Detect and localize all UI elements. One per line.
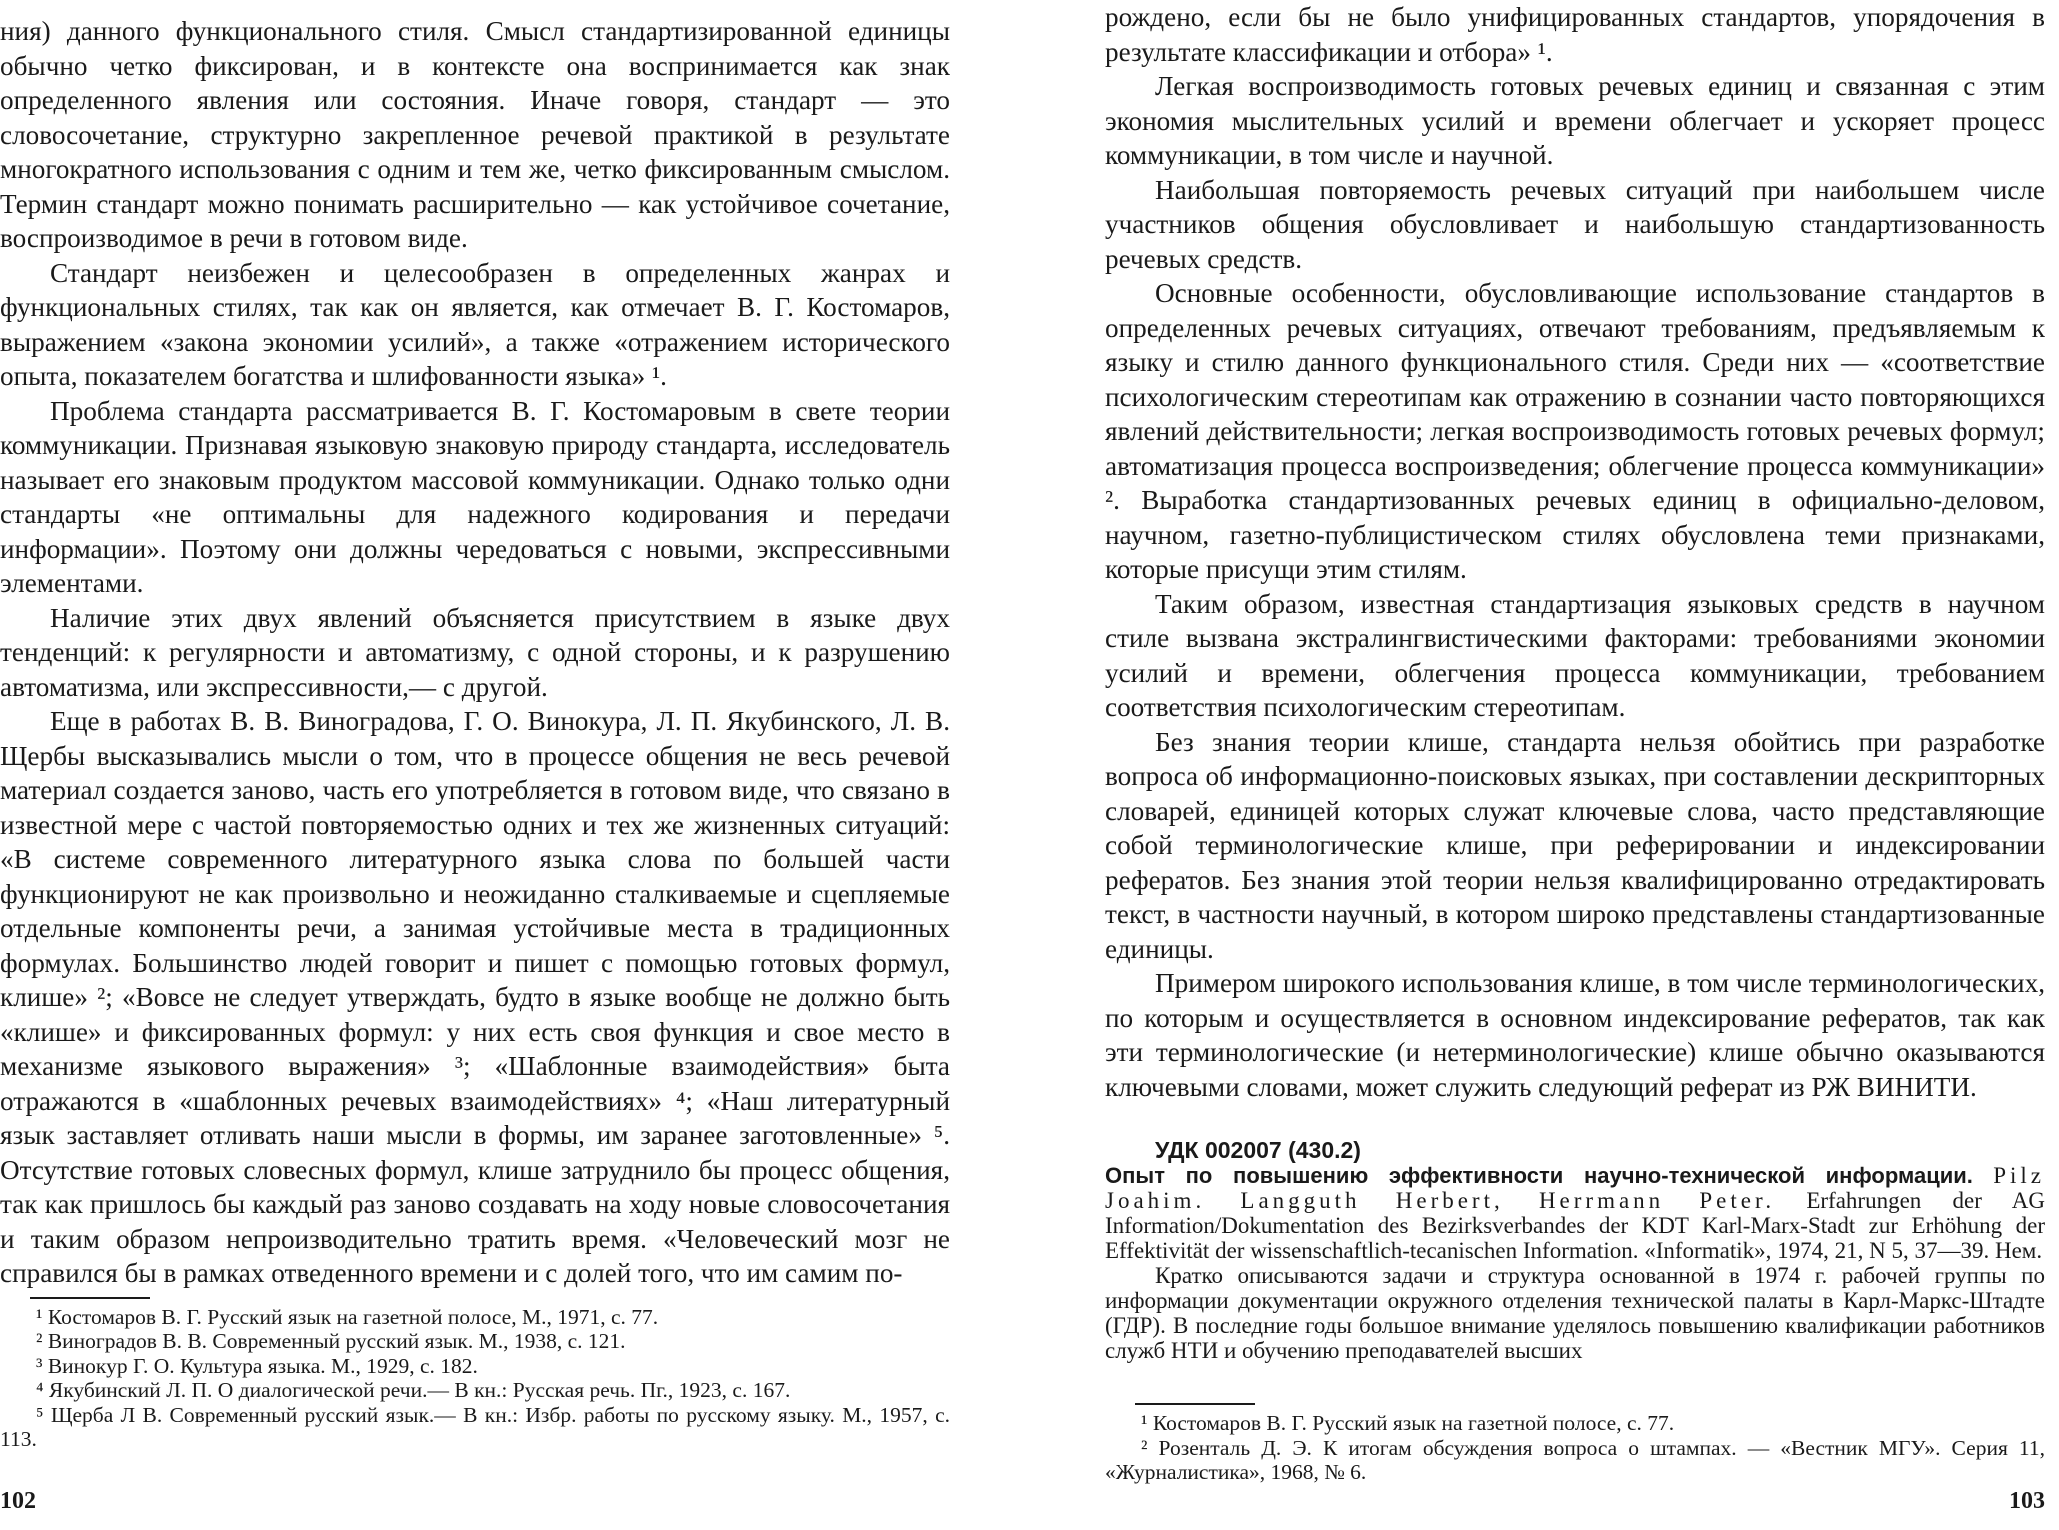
footnote-divider: [30, 1297, 150, 1299]
right-body-text: [1105, 0, 2045, 1104]
left-footnotes: [0, 1305, 950, 1452]
udk-code: УДК 002007 (430.2): [1155, 1137, 1361, 1163]
abstract-source: Erfahrungen der AG Information/Dokumentation des Bezirksverbandes der KDT Karl-Marx-Stadt zur Erhöhung der Effektivität der wissenschaftlich-tecanischen Information. «Informatik», 1974, 21, N 5, 37—39. Нем.: [1105, 1188, 2046, 1263]
page-number: 103: [2009, 1488, 2045, 1514]
abstract-title: [1105, 1163, 2045, 1263]
abstract-block: [1105, 1138, 2045, 1363]
right-page: [1105, 0, 2045, 1530]
paragraph: Легкая воспроизводимость готовых речевых единиц и связанная с этим экономия мыслительных усилий и времени облегчает и ускоряет процесс коммуникации, в том числе и научной.: [1105, 71, 2045, 170]
paragraph: Без знания теории клише, стандарта нельзя обойтись при разработке вопроса об информационно-поисковых языках, при составлении дескрипторных словарей, единицей которых служат ключевые слова, часто представляющие собой терминологические клише, при реферировании и индексировании рефератов. Без знания этой теории нельзя квалифицированно отредактировать текст, в частности научный, в котором широко представлены стандартизованные единицы.: [1105, 726, 2045, 964]
paragraph: Проблема стандарта рассматривается В. Г. Костомаровым в свете теории коммуникации. Признавая языковую знаковую природу стандарта, исследователь называет его знаковым продуктом массовой коммуникации. Однако только одни стандарты «не оптимальны для надежного кодирования и передачи информации». Поэтому они должны чередоваться с новыми, экспрессивными элементами.: [0, 395, 950, 598]
left-page: [0, 0, 1010, 1530]
abstract-authors: Pilz Joahim. Langguth Herbert, Herrmann Peter.: [1105, 1163, 2045, 1213]
paragraph: Наибольшая повторяемость речевых ситуаций при наибольшем числе участников общения обусловливает и наибольшую стандартизованность речевых средств.: [1105, 174, 2045, 274]
paragraph: Стандарт неизбежен и целесообразен в определенных жанрах и функциональных стилях, так как он является, как отмечает В. Г. Костомаров, выражением «закона экономии усилий», а также «отражением исторического опыта, показателем богатства и шлифованности языка» ¹.: [0, 257, 950, 391]
footnote-divider: [1135, 1403, 1255, 1405]
footnote: ⁵ Щерба Л В. Современный русский язык.— В кн.: Избр. работы по русскому языку. М., 1957, с. 113.: [0, 1402, 950, 1451]
paragraph: Наличие этих двух явлений объясняется присутствием в языке двух тенденций: к регулярности и автоматизму, с одной стороны, и к разрушению автоматизма, или экспрессивности,— с другой.: [0, 602, 950, 702]
footnote: ³ Винокур Г. О. Культура языка. М., 1929, с. 182.: [36, 1353, 478, 1378]
abstract-title-text: Опыт по повышению эффективности научно-технической информации.: [1105, 1163, 1973, 1188]
paragraph: Примером широкого использования клише, в том числе терминологических, по которым и осуществляется в основном индексирование рефератов, так как эти терминологические (и нетерминологические) клише обычно оказываются ключевыми словами, может служить следующий реферат из РЖ ВИНИТИ.: [1105, 968, 2045, 1102]
right-footnotes: [1105, 1411, 2045, 1485]
footnote: ¹ Костомаров В. Г. Русский язык на газетной полосе, с. 77.: [1141, 1411, 1675, 1435]
paragraph: Основные особенности, обусловливающие использование стандартов в определенных речевых ситуациях, отвечают требованиям, предъявляемым к языку и стилю данного функционального стиля. Среди них — «соответствие психологическим стереотипам как отражению в сознании часто повторяющихся явлений действительности; легкая воспроизводимость готовых речевых формул; автоматизация процесса воспроизведения; облегчение процесса коммуникации» ². Выработка стандартизованных речевых единиц в официально-деловом, научном, газетно-публицистическом стилях обусловлена теми признаками, которые присущи этим стилям.: [1105, 278, 2045, 584]
footnote: ² Виноградов В. В. Современный русский язык. М., 1938, с. 121.: [36, 1329, 626, 1353]
paragraph: Еще в работах В. В. Виноградова, Г. О. Винокура, Л. П. Якубинского, Л. В. Щербы высказывались мысли о том, что в процессе общения не весь речевой материал создается заново, часть его употребляется в готовом виде, что связано в известной мере с частой повторяемостью одних и тех же жизненных ситуаций: «В системе современного литературного языка слова по большей части функционируют не как произвольно и неожиданно сталкиваемые и сцепляемые отдельные компоненты речи, а занимая устойчивые места в традиционных формулах. Большинство людей говорит и пишет с помощью готовых формул, клише» ²; «Вовсе не следует утверждать, будто в языке вообще не должно быть «клише» и фиксированных формул: у них есть своя функция и свое место в механизме языкового выражения» ³; «Шаблонные взаимодействия» быта отражаются в «шаблонных речевых взаимодействиях» ⁴; «Наш литературный язык заставляет отливать наши мысли в формы, им заранее заготовленные» ⁵. Отсутствие готовых словесных формул, клише затруднило бы процесс общения, так как пришлось бы каждый раз заново создавать на ходу новые словосочетания и таким образом непроизводительно тратить время. «Человеческий мозг не справился бы в рамках отведенного времени и с долей того, что им самим по-: [0, 706, 950, 1288]
paragraph: Таким образом, известная стандартизация языковых средств в научном стиле вызвана экстралингвистическими факторами: требованиями экономии усилий и времени, облегчения процесса коммуникации, требованием соответствия психологическим стереотипам.: [1105, 588, 2045, 722]
footnote: ² Розенталь Д. Э. К итогам обсуждения вопроса о штампах. — «Вестник МГУ». Серия 11, «Журналистика», 1968, № 6.: [1105, 1435, 2045, 1484]
paragraph: ния) данного функционального стиля. Смысл стандартизированной единицы обычно четко фиксирован, и в контексте она воспринимается как знак определенного явления или состояния. Иначе говоря, стандарт — это словосочетание, структурно закрепленное речевой практикой в результате многократного использования с одним и тем же, четко фиксированным смыслом. Термин стандарт можно понимать расширительно — как устойчивое сочетание, воспроизводимое в речи в готовом виде.: [0, 16, 950, 253]
paragraph: рождено, если бы не было унифицированных стандартов, упорядочения в результате классификации и отбора» ¹.: [1105, 2, 2045, 67]
left-body-text: [0, 14, 950, 1291]
page-number: 102: [0, 1488, 36, 1514]
abstract-text: Кратко описываются задачи и структура основанной в 1974 г. рабочей группы по информации документации окружного отделения технической палаты в Карл-Маркс-Штадте (ГДР). В последние годы большое внимание уделялось повышению квалификации работников служб НТИ и обучению преподавателей высших: [1105, 1263, 2045, 1363]
footnote: ⁴ Якубинский Л. П. О диалогической речи.— В кн.: Русская речь. Пг., 1923, с. 167.: [36, 1378, 791, 1402]
footnote: ¹ Костомаров В. Г. Русский язык на газетной полосе, М., 1971, с. 77.: [36, 1304, 659, 1329]
